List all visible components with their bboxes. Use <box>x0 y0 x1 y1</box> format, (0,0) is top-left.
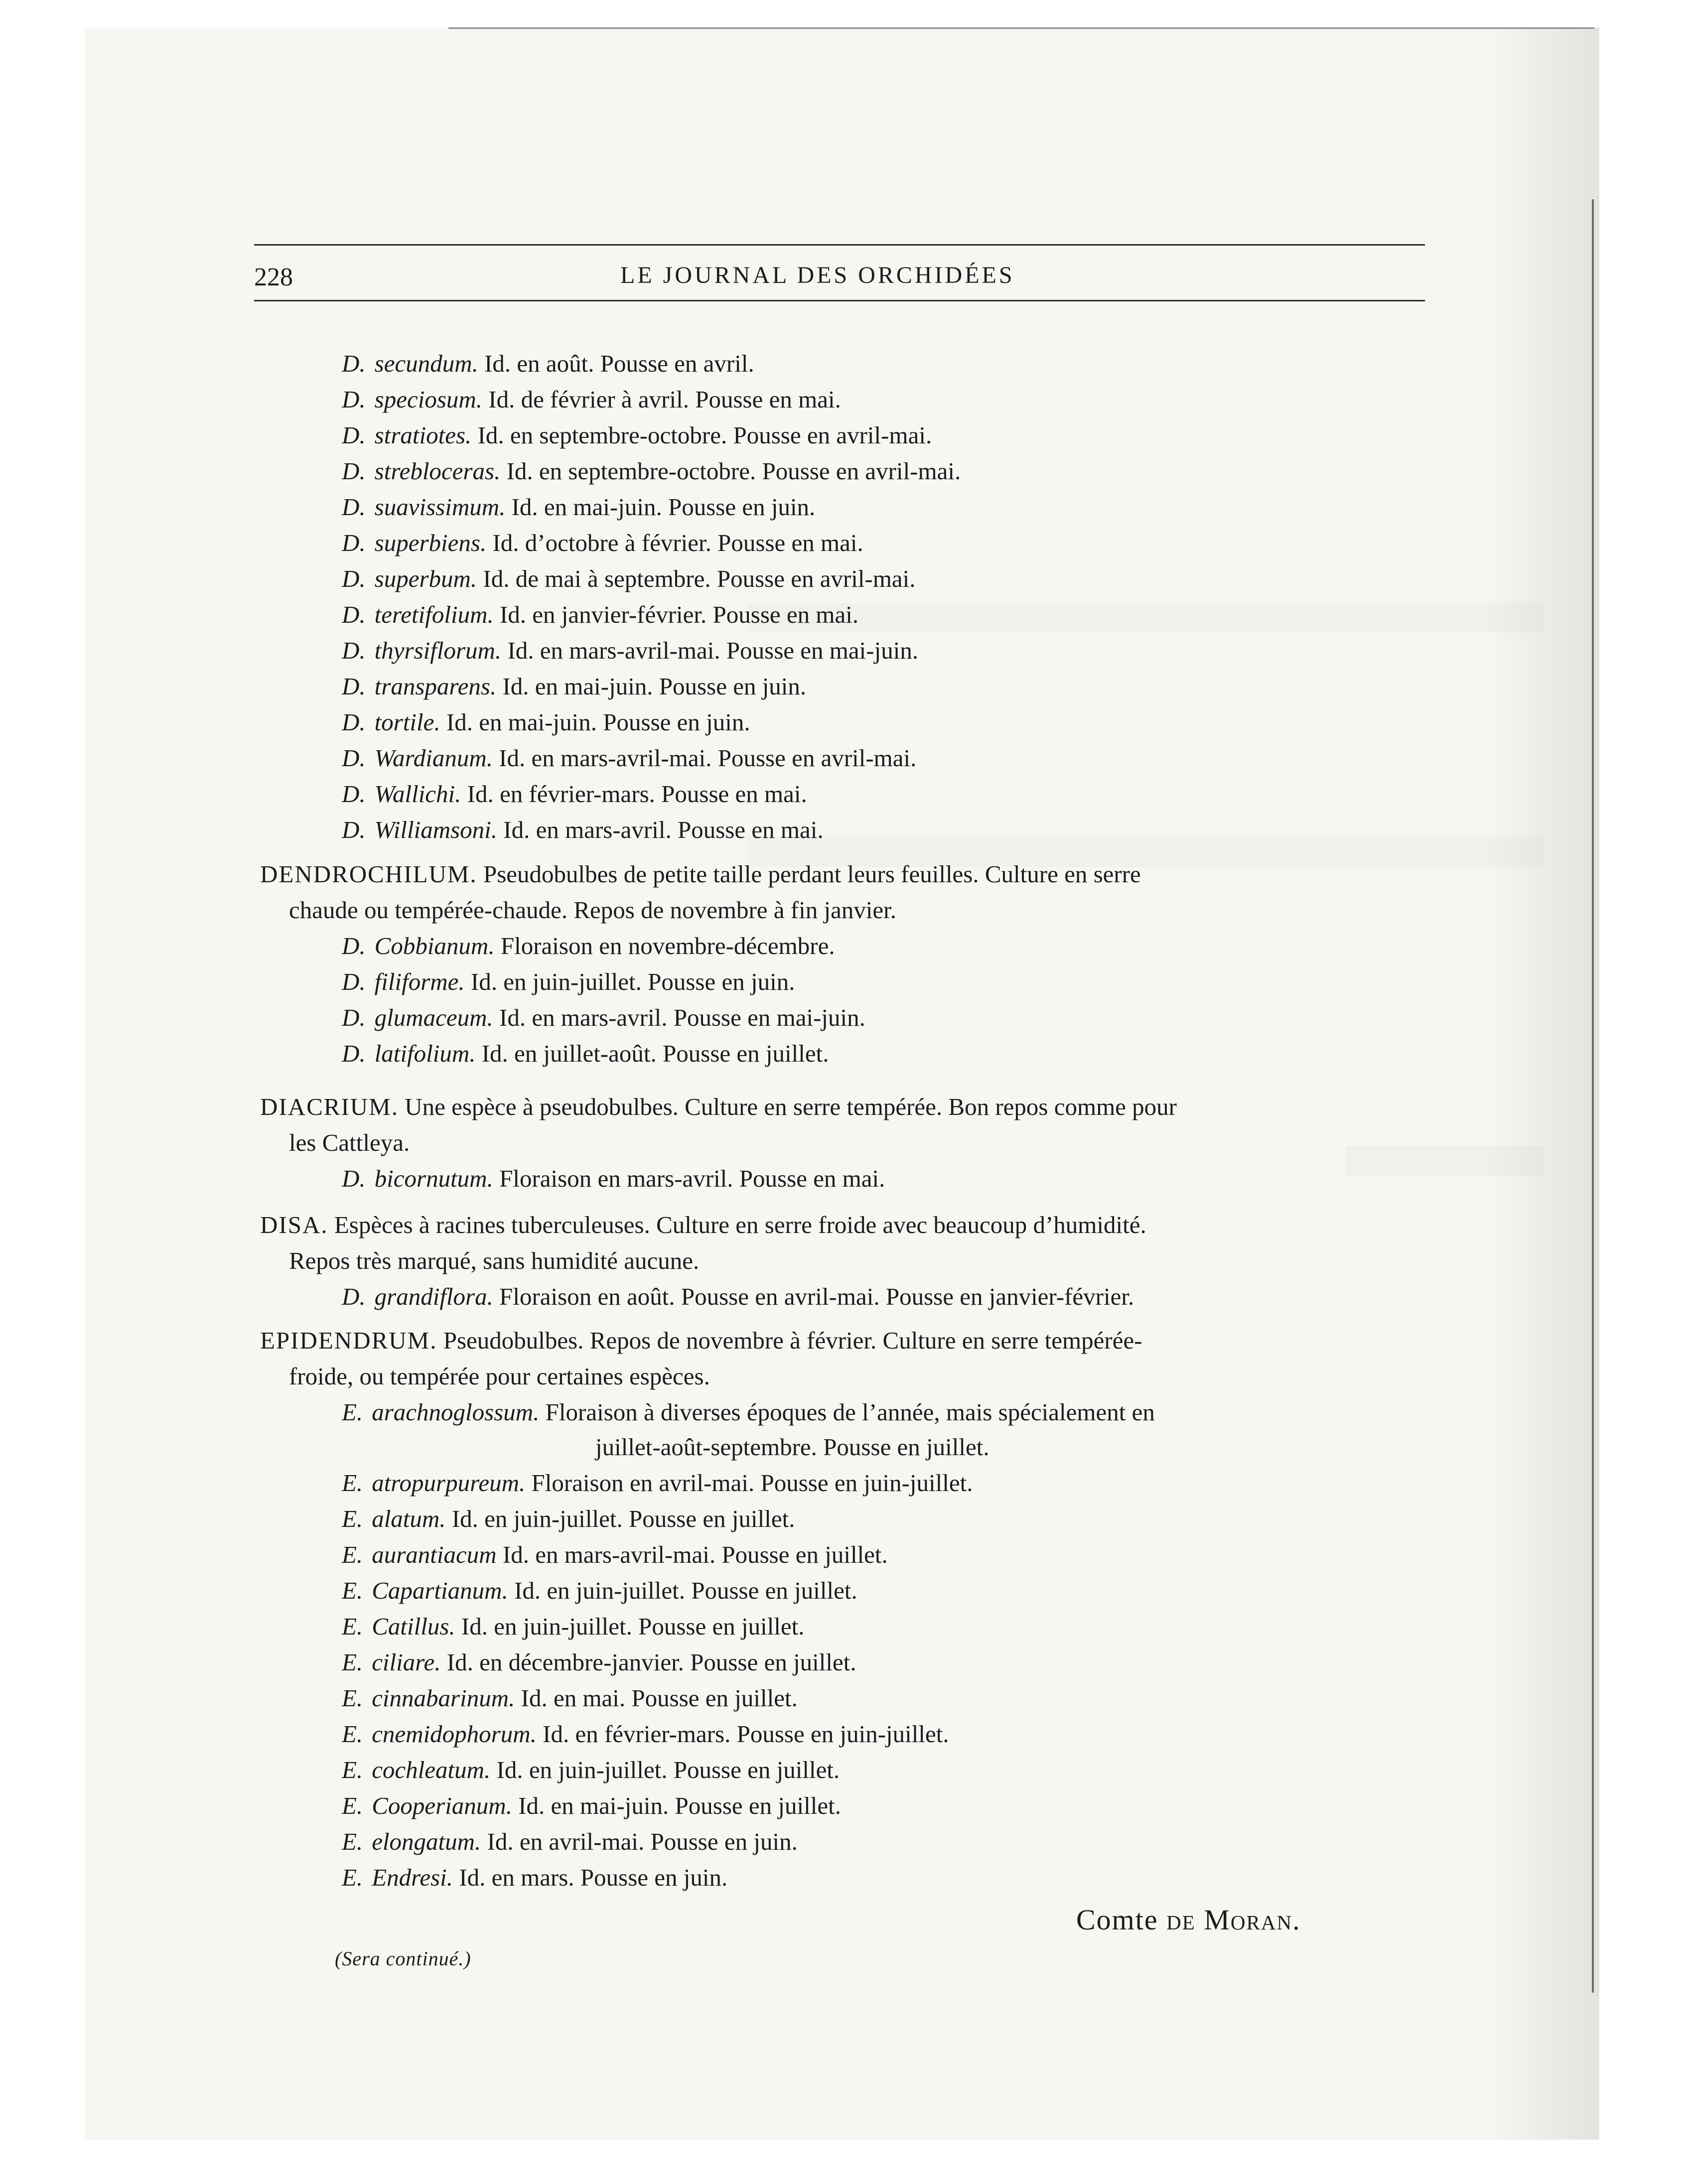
list-item: E. Capartianum. Id. en juin-juillet. Pousse en juillet. <box>342 1577 857 1604</box>
list-item: E. elongatum. Id. en avril-mai. Pousse en juin. <box>342 1828 798 1855</box>
list-item: D. superbiens. Id. d’octobre à février. Pousse en mai. <box>342 529 863 556</box>
bleed-through-1 <box>747 603 1545 633</box>
list-item: E. ciliare. Id. en décembre-janvier. Pousse en juillet. <box>342 1648 856 1676</box>
list-item: E. alatum. Id. en juin-juillet. Pousse en juillet. <box>342 1505 795 1532</box>
list-item: D. glumaceum. Id. en mars-avril. Pousse en mai-juin. <box>342 1004 865 1031</box>
list-item: D. Williamsoni. Id. en mars-avril. Pousse en mai. <box>342 816 824 843</box>
list-item: E. Catillus. Id. en juin-juillet. Pousse en juillet. <box>342 1613 805 1640</box>
list-item: D. speciosum. Id. de février à avril. Pousse en mai. <box>342 386 841 413</box>
list-item: D. Wallichi. Id. en février-mars. Pousse en mai. <box>342 780 807 808</box>
list-item: D. Wardianum. Id. en mars-avril-mai. Pousse en avril-mai. <box>342 744 917 772</box>
list-item: E. cinnabarinum. Id. en mai. Pousse en juillet. <box>342 1684 798 1712</box>
genus-paragraph: DIACRIUM. Une espèce à pseudobulbes. Culture en serre tempérée. Bon repos comme pour <box>260 1093 1177 1120</box>
list-item: D. secundum. Id. en août. Pousse en avril. <box>342 350 754 377</box>
list-item: D. tortile. Id. en mai-juin. Pousse en juin. <box>342 708 750 736</box>
list-item: D. superbum. Id. de mai à septembre. Pousse en avril-mai. <box>342 565 916 592</box>
header-rule-bottom <box>254 300 1425 301</box>
list-item: E. cochleatum. Id. en juin-juillet. Pousse en juillet. <box>342 1756 840 1783</box>
list-item: D. transparens. Id. en mai-juin. Pousse en juin. <box>342 673 807 700</box>
genus-paragraph: EPIDENDRUM. Pseudobulbes. Repos de novembre à février. Culture en serre tempérée- <box>260 1327 1142 1354</box>
list-item: E. arachnoglossum. Floraison à diverses époques de l’année, mais spécialement en <box>342 1398 1155 1426</box>
list-item: D. Cobbianum. Floraison en novembre-décembre. <box>342 932 835 959</box>
list-item: D. latifolium. Id. en juillet-août. Pousse en juillet. <box>342 1040 829 1067</box>
genus-paragraph: DENDROCHILUM. Pseudobulbes de petite taille perdant leurs feuilles. Culture en serre <box>260 860 1141 888</box>
scan-shadow <box>1485 27 1599 2140</box>
bleed-through-3 <box>1345 1146 1545 1176</box>
paragraph-continuation: froide, ou tempérée pour certaines espèces. <box>289 1363 710 1390</box>
paragraph-continuation: les Cattleya. <box>289 1129 410 1156</box>
list-item: E. Endresi. Id. en mars. Pousse en juin. <box>342 1864 728 1891</box>
continued-note: (Sera continué.) <box>335 1947 471 1970</box>
list-item: D. filiforme. Id. en juin-juillet. Pousse en juin. <box>342 968 795 995</box>
scan-top-edge <box>448 27 1594 29</box>
list-item-continuation: juillet-août-septembre. Pousse en juillet. <box>595 1433 989 1461</box>
list-item: D. grandiflora. Floraison en août. Pousse en avril-mai. Pousse en janvier-février. <box>342 1283 1134 1310</box>
paragraph-continuation: chaude ou tempérée-chaude. Repos de novembre à fin janvier. <box>289 896 897 924</box>
list-item: E. cnemidophorum. Id. en février-mars. Pousse en juin-juillet. <box>342 1720 949 1748</box>
list-item: D. bicornutum. Floraison en mars-avril. Pousse en mai. <box>342 1165 885 1192</box>
list-item: E. Cooperianum. Id. en mai-juin. Pousse en juillet. <box>342 1792 841 1819</box>
list-item: D. strebloceras. Id. en septembre-octobre. Pousse en avril-mai. <box>342 457 961 485</box>
paragraph-continuation: Repos très marqué, sans humidité aucune. <box>289 1247 700 1274</box>
author-signature: Comte de Moran. <box>1076 1904 1301 1936</box>
list-item: D. teretifolium. Id. en janvier-février. Pousse en mai. <box>342 601 859 628</box>
page-number: 228 <box>254 263 293 291</box>
scan-edge <box>1592 199 1594 1993</box>
list-item: E. aurantiacum Id. en mars-avril-mai. Pousse en juillet. <box>342 1541 888 1568</box>
genus-paragraph: DISA. Espèces à racines tuberculeuses. Culture en serre froide avec beaucoup d’humidité. <box>260 1211 1146 1238</box>
list-item: E. atropurpureum. Floraison en avril-mai. Pousse en juin-juillet. <box>342 1469 973 1497</box>
list-item: D. thyrsiflorum. Id. en mars-avril-mai. Pousse en mai-juin. <box>342 637 919 664</box>
paper-sheet <box>85 27 1599 2140</box>
running-head: LE JOURNAL DES ORCHIDÉES <box>620 262 1015 288</box>
list-item: D. stratiotes. Id. en septembre-octobre. Pousse en avril-mai. <box>342 421 932 449</box>
header-rule-top <box>254 244 1425 246</box>
list-item: D. suavissimum. Id. en mai-juin. Pousse en juin. <box>342 493 816 521</box>
